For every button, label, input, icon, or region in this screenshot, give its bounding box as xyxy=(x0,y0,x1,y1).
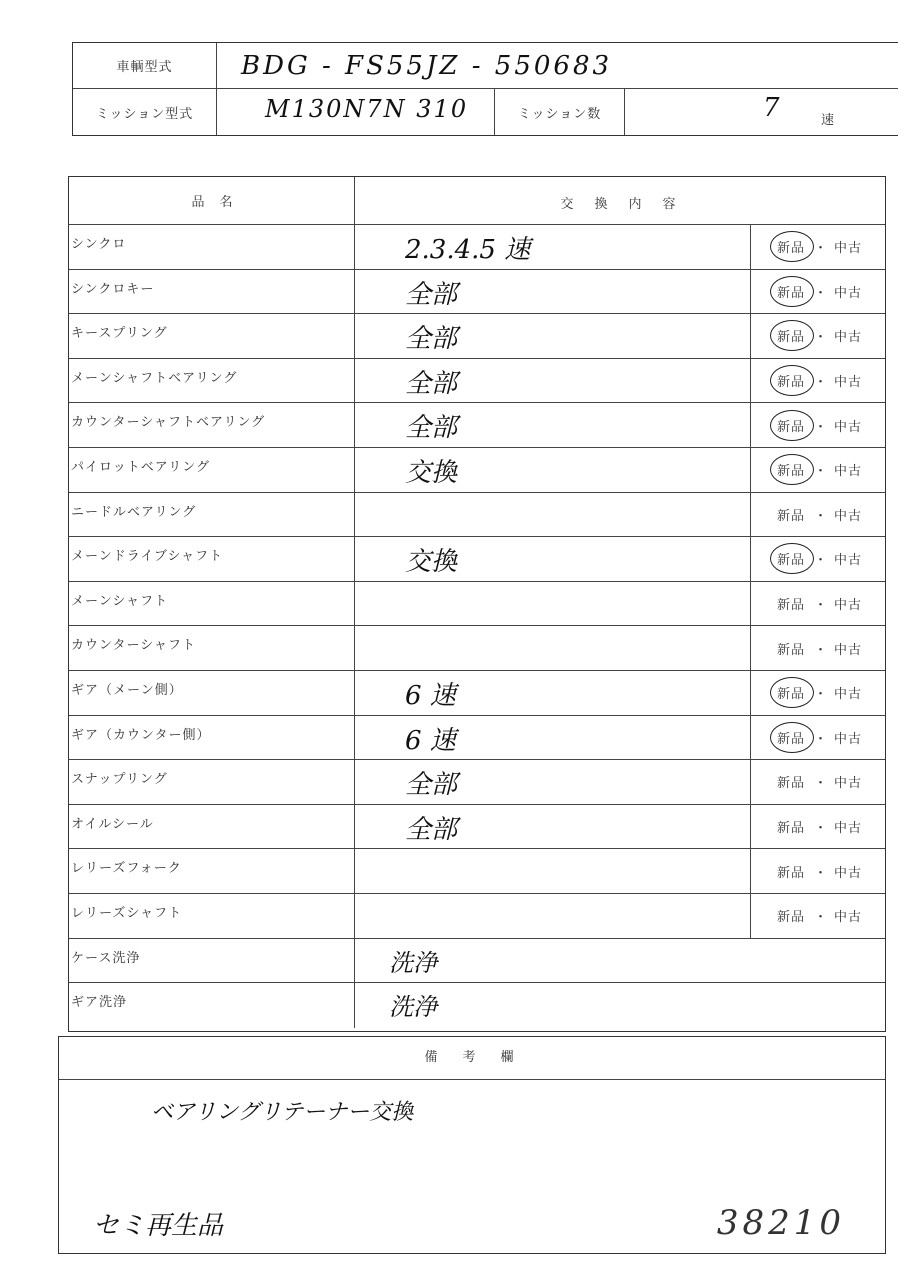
condition-separator: ・ xyxy=(813,464,828,480)
condition-new: 新品 xyxy=(776,821,805,837)
condition-cell xyxy=(750,671,885,715)
exchange-content xyxy=(355,626,750,670)
part-name: シンクロキー xyxy=(69,270,355,314)
remarks-note: ベアリングリテーナー交換 xyxy=(151,1100,414,1125)
mission-count-unit: 速 xyxy=(821,113,836,128)
condition-cell xyxy=(750,626,885,670)
condition-new: 新品 xyxy=(774,416,808,435)
condition-new: 新品 xyxy=(774,549,808,568)
condition-used: 中古 xyxy=(834,910,863,926)
mission-model-value: M130N7N 310 xyxy=(217,89,495,135)
condition-used: 中古 xyxy=(834,508,863,524)
table-row xyxy=(69,626,885,671)
condition-new: 新品 xyxy=(774,282,808,301)
condition-separator: ・ xyxy=(813,375,828,391)
condition-separator: ・ xyxy=(813,419,828,435)
part-name: キースプリング xyxy=(69,314,355,358)
part-name: カウンターシャフトベアリング xyxy=(69,403,355,447)
exchange-content: 全部 xyxy=(405,324,458,355)
remarks-title: 備 考 欄 xyxy=(59,1037,885,1080)
table-row xyxy=(69,716,885,761)
condition-cell xyxy=(750,359,885,403)
condition-cell xyxy=(750,805,885,849)
condition-cell xyxy=(750,849,885,893)
exchange-content xyxy=(355,493,750,537)
exchange-content: 交換 xyxy=(405,458,458,488)
condition-new: 新品 xyxy=(776,776,805,792)
table-row xyxy=(69,403,885,448)
condition-used: 中古 xyxy=(834,285,863,301)
condition-new: 新品 xyxy=(774,371,808,390)
condition-new: 新品 xyxy=(774,728,808,747)
mission-model-label: ミッション型式 xyxy=(73,89,217,135)
mission-count-value: 7 xyxy=(763,93,780,123)
condition-cell xyxy=(750,225,885,269)
table-row xyxy=(69,225,885,270)
condition-new: 新品 xyxy=(774,460,808,479)
condition-separator: ・ xyxy=(813,821,828,837)
wash-name: ギア洗浄 xyxy=(69,983,355,1028)
condition-cell xyxy=(750,894,885,938)
exchange-content: 全部 xyxy=(405,368,458,399)
condition-new: 新品 xyxy=(774,237,808,256)
condition-new: 新品 xyxy=(776,865,805,881)
exchange-content xyxy=(355,894,750,938)
table-row xyxy=(69,493,885,538)
condition-cell xyxy=(750,270,885,314)
wash-row xyxy=(69,939,885,984)
exchange-content xyxy=(355,582,750,626)
wash-row xyxy=(69,983,885,1028)
part-name: メーンシャフト xyxy=(69,582,355,626)
remarks-box xyxy=(58,1036,886,1254)
vehicle-model-label: 車輌型式 xyxy=(73,43,217,89)
vehicle-model-value: BDG - FS55JZ - 550683 xyxy=(217,43,898,89)
condition-separator: ・ xyxy=(813,642,828,658)
part-name: レリーズフォーク xyxy=(69,849,355,893)
condition-used: 中古 xyxy=(834,687,863,703)
condition-used: 中古 xyxy=(834,419,863,435)
table-header-row xyxy=(69,177,885,225)
condition-used: 中古 xyxy=(834,553,863,569)
condition-cell xyxy=(750,448,885,492)
condition-separator: ・ xyxy=(813,330,828,346)
table-row xyxy=(69,760,885,805)
condition-new: 新品 xyxy=(776,642,805,658)
condition-separator: ・ xyxy=(813,731,828,747)
table-row xyxy=(69,359,885,404)
part-name: ギア（メーン側） xyxy=(69,671,355,715)
exchange-content: 6 速 xyxy=(405,681,456,711)
exchange-content: 6 速 xyxy=(405,725,456,756)
condition-cell xyxy=(750,403,885,447)
condition-cell xyxy=(750,760,885,804)
condition-used: 中古 xyxy=(834,375,863,391)
condition-used: 中古 xyxy=(834,865,863,881)
exchange-content: 交換 xyxy=(405,547,458,578)
part-name: オイルシール xyxy=(69,805,355,849)
condition-new: 新品 xyxy=(774,326,808,345)
exchange-content xyxy=(355,849,750,893)
condition-used: 中古 xyxy=(834,464,863,480)
remarks-footer-left: セミ再生品 xyxy=(93,1211,224,1241)
exchange-content: 全部 xyxy=(405,814,458,845)
part-name: パイロットベアリング xyxy=(69,448,355,492)
wash-name: ケース洗浄 xyxy=(69,939,355,983)
condition-separator: ・ xyxy=(813,508,828,524)
wash-content: 洗浄 xyxy=(389,993,437,1022)
condition-cell xyxy=(750,537,885,581)
condition-separator: ・ xyxy=(813,598,828,614)
part-name: ギア（カウンター側） xyxy=(69,716,355,760)
condition-separator: ・ xyxy=(813,910,828,926)
condition-separator: ・ xyxy=(813,687,828,703)
condition-separator: ・ xyxy=(813,241,828,257)
condition-used: 中古 xyxy=(834,776,863,792)
header-block xyxy=(72,42,898,136)
condition-used: 中古 xyxy=(834,731,863,747)
part-name: メーンシャフトベアリング xyxy=(69,359,355,403)
table-row xyxy=(69,805,885,850)
exchange-content: 全部 xyxy=(405,770,458,801)
table-row xyxy=(69,849,885,894)
wash-content: 洗浄 xyxy=(389,948,437,977)
exchange-content: 全部 xyxy=(405,279,458,310)
part-name: シンクロ xyxy=(69,225,355,269)
part-name: カウンターシャフト xyxy=(69,626,355,670)
col-header-name: 品 名 xyxy=(69,177,355,224)
mission-count-label: ミッション数 xyxy=(495,89,625,135)
table-row xyxy=(69,894,885,939)
table-row xyxy=(69,582,885,627)
condition-separator: ・ xyxy=(813,553,828,569)
condition-cell xyxy=(750,314,885,358)
condition-separator: ・ xyxy=(813,285,828,301)
condition-new: 新品 xyxy=(776,910,805,926)
table-row xyxy=(69,314,885,359)
table-row xyxy=(69,537,885,582)
condition-new: 新品 xyxy=(774,683,808,702)
table-row xyxy=(69,671,885,716)
table-row xyxy=(69,448,885,493)
parts-table xyxy=(68,176,886,1032)
condition-new: 新品 xyxy=(776,598,805,614)
condition-cell xyxy=(750,716,885,760)
condition-separator: ・ xyxy=(813,865,828,881)
condition-used: 中古 xyxy=(834,241,863,257)
part-name: レリーズシャフト xyxy=(69,894,355,938)
condition-separator: ・ xyxy=(813,776,828,792)
condition-cell xyxy=(750,493,885,537)
part-name: メーンドライブシャフト xyxy=(69,537,355,581)
table-row xyxy=(69,270,885,315)
condition-new: 新品 xyxy=(776,508,805,524)
condition-used: 中古 xyxy=(834,598,863,614)
part-name: ニードルベアリング xyxy=(69,493,355,537)
condition-used: 中古 xyxy=(834,642,863,658)
remarks-footer-right: 38210 xyxy=(716,1203,845,1243)
part-name: スナップリング xyxy=(69,760,355,804)
condition-cell xyxy=(750,582,885,626)
exchange-content: 全部 xyxy=(405,413,458,444)
condition-used: 中古 xyxy=(834,330,863,346)
col-header-content: 交 換 内 容 xyxy=(560,197,680,212)
exchange-content: 2.3.4.5 速 xyxy=(405,235,531,265)
condition-used: 中古 xyxy=(834,821,863,837)
